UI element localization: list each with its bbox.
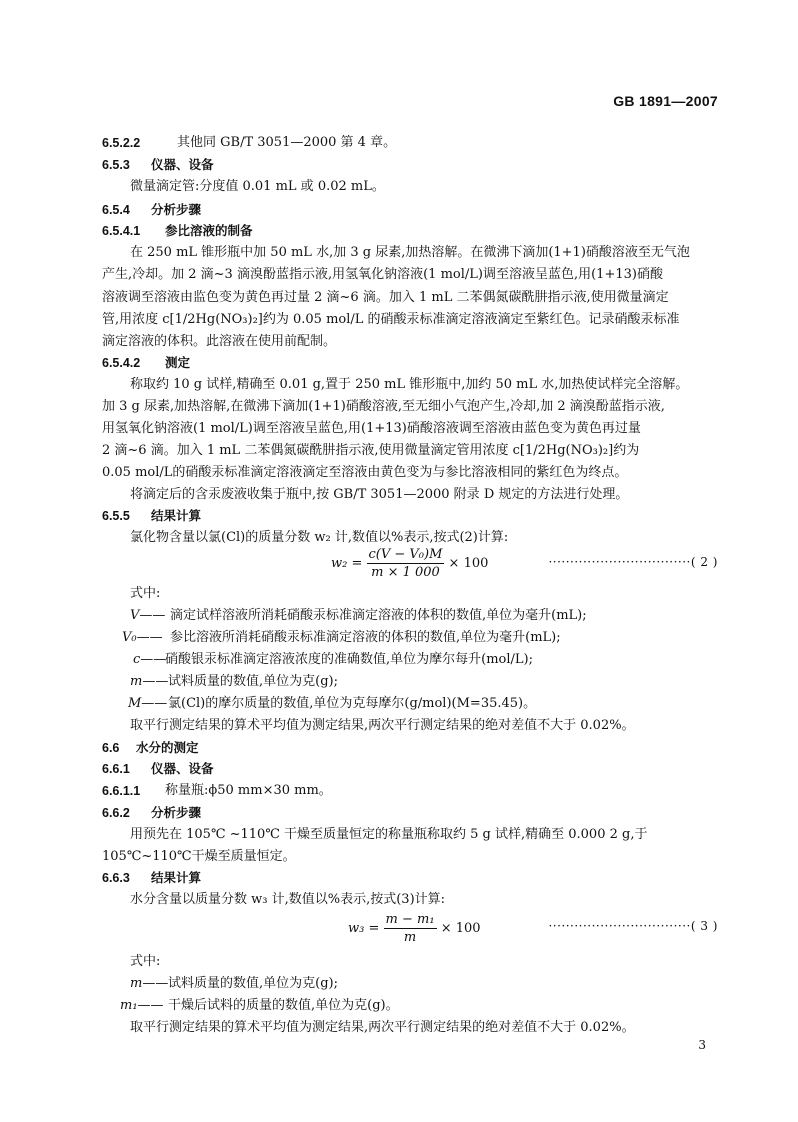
clause-number: 6.6.1.1 [102,784,141,798]
clause-number: 6.5.3 [102,158,130,172]
formula-2-label [548,555,718,569]
paragraph-text: 产生,冷却。加 2 滴~3 滴溴酚蓝指示液,用氢氧化钠溶液(1 mol/L)调至溶液呈蓝色,用(1+13)硝酸 [102,267,663,282]
formula-lhs: w₃ = [348,921,380,936]
leader-dots: ································· [548,555,691,569]
formula-numerator: c(V − V₀)M [368,547,443,562]
definition-symbol: m—— [130,976,169,991]
definition-text: 干燥后试料的质量的数值,单位为克(g)。 [168,998,399,1013]
clause-title: 水分的测定 [136,740,199,755]
definition-text: 试料质量的数值,单位为克(g); [168,674,338,689]
paragraph-text: 将滴定后的含汞废液收集于瓶中,按 GB/T 3051—2000 附录 D 规定的方法进行处理。 [130,487,629,502]
formula-fraction [367,546,445,581]
clause-number: 6.5.5 [102,509,130,523]
paragraph-text: 加 3 g 尿素,加热溶解,在微沸下滴加(1+1)硝酸溶液,至无细小气泡产生,冷却,加 2 滴溴酚蓝指示液, [102,399,665,414]
definition-text: 硝酸银汞标准滴定溶液浓度的准确数值,单位为摩尔每升(mol/L); [165,652,533,667]
definition-text: 氯(Cl)的摩尔质量的数值,单位为克每摩尔(g/mol)(M=35.45)。 [168,696,537,711]
leader-dots: ································· [548,919,691,933]
formula-fraction [384,911,437,946]
clause-title: 参比溶液的制备 [165,223,253,238]
paragraph-text: 溶液调至溶液由监色变为黄色再过量 2 滴~6 滴。加入 1 mL 二苯偶氮碳酰肼指示液,使用微量滴定 [102,290,669,305]
definition-symbol: V—— [130,608,166,623]
equation-number: ( 2 ) [690,555,718,569]
clause-title: 仪器、设备 [151,157,214,172]
paragraph-text: 取平行测定结果的算术平均值为测定结果,两次平行测定结果的绝对差值不大于 0.02%。 [130,1020,635,1035]
formula-2 [331,546,488,581]
paragraph-text: 称取约 10 g 试样,精确至 0.01 g,置于 250 mL 锥形瓶中,加约 50 mL 水,加热使试样完全溶解。 [130,377,689,392]
formula-tail: × 100 [448,556,489,571]
clause-text: 称量瓶:ϕ50 mm×30 mm。 [165,783,332,798]
clause-title: 分析步骤 [151,805,202,820]
page-number: 3 [698,1038,706,1052]
definition-symbol: V₀—— [122,630,163,645]
clause-number: 6.6.2 [102,806,130,820]
formula-numerator: m − m₁ [385,912,435,927]
definition-text: 滴定试样溶液所消耗硝酸汞标准滴定溶液的体积的数值,单位为毫升(mL); [170,608,587,623]
paragraph-text: 用预先在 105℃ ~110℃ 干燥至质量恒定的称量瓶称取约 5 g 试样,精确至 0.000 2 g,于 [130,827,648,842]
formula-lhs: w₂ = [331,556,363,571]
paragraph-text: 管,用浓度 c[1/2Hg(NO₃)₂]约为 0.05 mol/L 的硝酸汞标准滴定溶液滴定至紫红色。记录硝酸汞标准 [102,312,680,327]
paragraph-text: 水分含量以质量分数 w₃ 计,数值以%表示,按式(3)计算: [130,892,446,907]
paragraph-text: 滴定溶液的体积。此溶液在使用前配制。 [102,334,337,349]
formula-denominator: m [403,930,417,945]
formula-tail: × 100 [440,921,481,936]
paragraph-text: 氯化物含量以氯(Cl)的质量分数 w₂ 计,数值以%表示,按式(2)计算: [130,530,509,545]
clause-number: 6.6 [102,741,120,755]
clause-title: 结果计算 [151,870,202,885]
definition-symbol: m—— [130,674,169,689]
paragraph-text: 105℃~110℃干燥至质量恒定。 [102,849,296,864]
clause-number: 6.5.4 [102,203,130,217]
formula-3 [348,911,481,946]
definition-text: 参比溶液所消耗硝酸汞标准滴定溶液的体积的数值,单位为毫升(mL); [170,630,561,645]
clause-number: 6.6.3 [102,871,130,885]
paragraph-text: 式中: [130,954,161,969]
clause-title: 结果计算 [151,508,202,523]
clause-title: 分析步骤 [151,202,202,217]
clause-title: 仪器、设备 [151,761,214,776]
clause-number: 6.5.4.2 [102,356,141,370]
paragraph-text: 在 250 mL 锥形瓶中加 50 mL 水,加 3 g 尿素,加热溶解。在微沸下滴加(1+1)硝酸溶液至无气泡 [130,245,690,260]
clause-title: 测定 [165,355,191,370]
standard-number: GB 1891—2007 [613,93,718,109]
equation-number: ( 3 ) [690,919,718,933]
clause-text: 其他同 GB/T 3051—2000 第 4 章。 [177,135,397,150]
paragraph-text: 式中: [130,586,161,601]
paragraph-text: 微量滴定管:分度值 0.01 mL 或 0.02 mL。 [130,179,385,194]
definition-text: 试料质量的数值,单位为克(g); [168,976,338,991]
clause-number: 6.6.1 [102,762,130,776]
definition-symbol: m₁—— [120,998,164,1013]
definition-symbol: M—— [128,696,168,711]
paragraph-text: 取平行测定结果的算术平均值为测定结果,两次平行测定结果的绝对差值不大于 0.02%。 [130,718,635,733]
clause-number: 6.5.4.1 [102,224,141,238]
definition-symbol: c—— [133,652,167,667]
formula-denominator: m × 1 000 [371,565,440,580]
formula-3-label [548,919,718,933]
paragraph-text: 0.05 mol/L的硝酸汞标准滴定溶液滴定至溶液由黄色变为与参比溶液相同的紫红色为终点。 [102,465,628,480]
paragraph-text: 2 滴~6 滴。加入 1 mL 二苯偶氮碳酰肼指示液,使用微量滴定管用浓度 c[1/2Hg(NO₃)₂]约为 [102,443,640,458]
paragraph-text: 用氢氧化钠溶液(1 mol/L)调至溶液呈蓝色,用(1+13)硝酸溶液调至溶液由蓝色变为黄色再过量 [102,421,641,436]
clause-number: 6.5.2.2 [102,136,141,150]
